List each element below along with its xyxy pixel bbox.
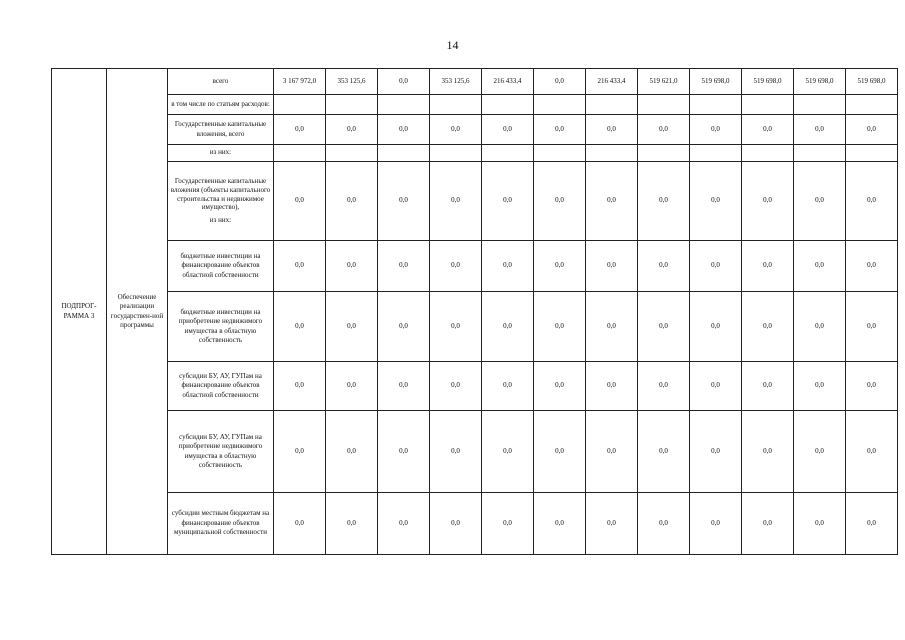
value-cell: 0,0 (638, 115, 690, 145)
value-cell: 216 433,4 (482, 69, 534, 95)
value-cell: 0,0 (638, 241, 690, 292)
value-cell (482, 95, 534, 115)
value-cell: 0,0 (794, 292, 846, 362)
value-cell: 0,0 (794, 411, 846, 493)
value-cell: 0,0 (846, 162, 898, 241)
value-cell: 0,0 (482, 292, 534, 362)
value-cell: 0,0 (586, 493, 638, 555)
value-cell: 0,0 (534, 362, 586, 411)
value-cell: 0,0 (326, 411, 378, 493)
value-cell (690, 145, 742, 162)
value-cell: 0,0 (482, 493, 534, 555)
value-cell: 0,0 (274, 493, 326, 555)
value-cell: 519 698,0 (846, 69, 898, 95)
value-cell: 0,0 (742, 362, 794, 411)
table-row (52, 362, 898, 411)
value-cell: 0,0 (742, 493, 794, 555)
row-label: всего (168, 69, 274, 95)
value-cell: 0,0 (638, 162, 690, 241)
value-cell (638, 95, 690, 115)
table-row (52, 292, 898, 362)
value-cell: 0,0 (586, 241, 638, 292)
value-cell: 0,0 (846, 292, 898, 362)
row-label: бюджетные инвестиции на финансирование объектов областной собственности (168, 241, 274, 292)
value-cell (482, 145, 534, 162)
value-cell: 0,0 (534, 115, 586, 145)
value-cell: 519 698,0 (690, 69, 742, 95)
value-cell (274, 95, 326, 115)
row-label (168, 162, 274, 241)
value-cell (534, 95, 586, 115)
value-cell: 0,0 (586, 162, 638, 241)
value-cell: 353 125,6 (326, 69, 378, 95)
value-cell: 0,0 (482, 162, 534, 241)
value-cell: 0,0 (482, 362, 534, 411)
value-cell: 0,0 (378, 115, 430, 145)
value-cell: 0,0 (742, 162, 794, 241)
row-label-sub: из них: (209, 216, 232, 225)
table-row (52, 145, 898, 162)
value-cell (794, 145, 846, 162)
row-label: субсидии БУ, АУ, ГУПам на приобретение недвижимого имущества в областную собственность (168, 411, 274, 493)
subprogram-name: ПОДПРОГ-РАММА 3 (52, 69, 107, 555)
row-label-main: Государственные капитальные вложения (объекты капитального строительства и недвижимое имущество), (170, 177, 271, 212)
value-cell: 0,0 (690, 493, 742, 555)
value-cell: 0,0 (326, 162, 378, 241)
value-cell (430, 145, 482, 162)
value-cell: 0,0 (274, 411, 326, 493)
value-cell (742, 145, 794, 162)
value-cell: 0,0 (378, 69, 430, 95)
value-cell: 0,0 (274, 292, 326, 362)
value-cell: 0,0 (534, 493, 586, 555)
value-cell: 0,0 (326, 115, 378, 145)
value-cell (690, 95, 742, 115)
value-cell: 0,0 (326, 493, 378, 555)
value-cell (378, 145, 430, 162)
value-cell: 0,0 (326, 362, 378, 411)
value-cell: 0,0 (586, 292, 638, 362)
budget-table (51, 68, 898, 555)
value-cell: 0,0 (846, 362, 898, 411)
value-cell: 0,0 (482, 241, 534, 292)
value-cell: 0,0 (378, 493, 430, 555)
value-cell (638, 145, 690, 162)
value-cell: 0,0 (638, 362, 690, 411)
value-cell: 0,0 (378, 162, 430, 241)
value-cell: 0,0 (482, 411, 534, 493)
value-cell: 0,0 (274, 162, 326, 241)
row-label: из них: (168, 145, 274, 162)
row-label: субсидии БУ, АУ, ГУПам на финансирование объектов областной собственности (168, 362, 274, 411)
value-cell: 0,0 (638, 493, 690, 555)
value-cell (586, 95, 638, 115)
value-cell: 0,0 (430, 292, 482, 362)
value-cell: 0,0 (274, 362, 326, 411)
value-cell: 0,0 (846, 241, 898, 292)
value-cell: 0,0 (378, 362, 430, 411)
value-cell: 0,0 (326, 292, 378, 362)
value-cell: 0,0 (274, 241, 326, 292)
value-cell: 0,0 (430, 411, 482, 493)
value-cell (378, 95, 430, 115)
value-cell (846, 95, 898, 115)
value-cell (742, 95, 794, 115)
value-cell: 0,0 (690, 115, 742, 145)
value-cell: 0,0 (430, 493, 482, 555)
value-cell: 216 433,4 (586, 69, 638, 95)
value-cell (326, 95, 378, 115)
value-cell: 0,0 (430, 115, 482, 145)
value-cell: 0,0 (274, 115, 326, 145)
value-cell: 0,0 (378, 411, 430, 493)
value-cell: 519 698,0 (794, 69, 846, 95)
value-cell: 0,0 (586, 362, 638, 411)
value-cell (794, 95, 846, 115)
value-cell: 0,0 (638, 292, 690, 362)
table-row (52, 493, 898, 555)
value-cell (586, 145, 638, 162)
value-cell: 0,0 (638, 411, 690, 493)
value-cell: 0,0 (586, 115, 638, 145)
value-cell: 0,0 (690, 292, 742, 362)
value-cell: 0,0 (534, 241, 586, 292)
row-label: в том числе по статьям расходов: (168, 95, 274, 115)
table-row (52, 115, 898, 145)
table-row (52, 95, 898, 115)
value-cell: 0,0 (690, 411, 742, 493)
value-cell: 0,0 (794, 362, 846, 411)
value-cell: 0,0 (690, 362, 742, 411)
value-cell: 0,0 (326, 241, 378, 292)
table-row (52, 241, 898, 292)
value-cell: 0,0 (742, 241, 794, 292)
row-label: бюджетные инвестиции на приобретение недвижимого имущества в областную собственность (168, 292, 274, 362)
row-label: Государственные капитальные вложения, всего (168, 115, 274, 145)
value-cell: 519 698,0 (742, 69, 794, 95)
value-cell (846, 145, 898, 162)
value-cell: 0,0 (586, 411, 638, 493)
value-cell: 0,0 (742, 292, 794, 362)
value-cell: 0,0 (534, 411, 586, 493)
value-cell: 0,0 (690, 162, 742, 241)
value-cell: 0,0 (482, 115, 534, 145)
value-cell (430, 95, 482, 115)
table-row (52, 162, 898, 241)
value-cell (274, 145, 326, 162)
value-cell: 0,0 (534, 292, 586, 362)
value-cell: 0,0 (794, 162, 846, 241)
value-cell: 0,0 (430, 162, 482, 241)
value-cell: 0,0 (378, 292, 430, 362)
value-cell: 0,0 (794, 241, 846, 292)
value-cell: 0,0 (430, 362, 482, 411)
subprogram-goal: Обеспечение реализации государствен-ной программы (107, 69, 168, 555)
value-cell: 0,0 (430, 241, 482, 292)
value-cell: 0,0 (846, 411, 898, 493)
value-cell: 519 621,0 (638, 69, 690, 95)
value-cell: 0,0 (846, 493, 898, 555)
row-label: субсидии местным бюджетам на финансирование объектов муниципальной собственности (168, 493, 274, 555)
value-cell: 353 125,6 (430, 69, 482, 95)
value-cell: 0,0 (690, 241, 742, 292)
page-number: 14 (446, 38, 459, 52)
table-row (52, 69, 898, 95)
value-cell: 0,0 (742, 115, 794, 145)
value-cell: 0,0 (534, 162, 586, 241)
value-cell (326, 145, 378, 162)
table-row (52, 411, 898, 493)
value-cell: 0,0 (742, 411, 794, 493)
value-cell: 3 167 972,0 (274, 69, 326, 95)
value-cell: 0,0 (794, 115, 846, 145)
value-cell: 0,0 (378, 241, 430, 292)
value-cell: 0,0 (846, 115, 898, 145)
value-cell (534, 145, 586, 162)
value-cell: 0,0 (534, 69, 586, 95)
value-cell: 0,0 (794, 493, 846, 555)
